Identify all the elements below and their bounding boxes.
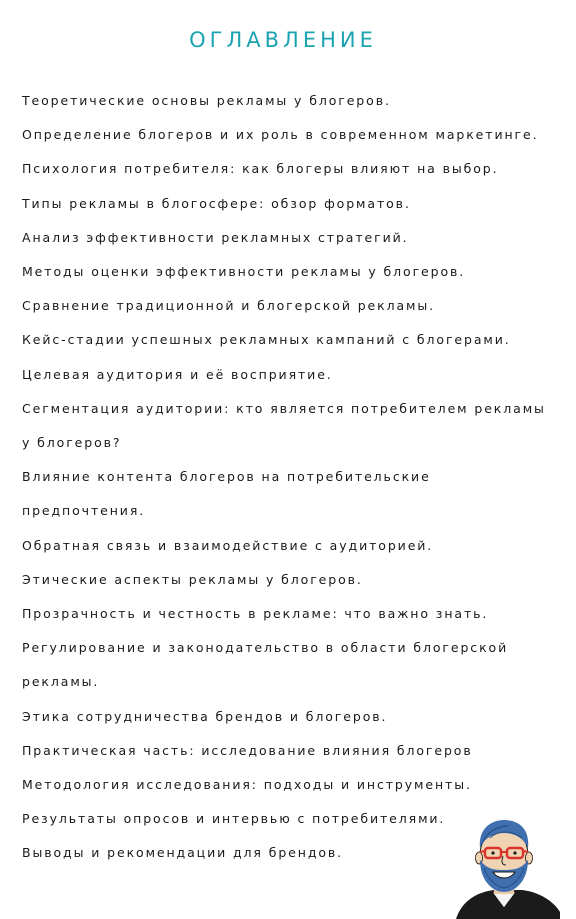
toc-line: Кейс-стадии успешных рекламных кампаний с блогерами. — [22, 332, 511, 348]
toc-line: Результаты опросов и интервью с потребителями. — [22, 811, 446, 827]
toc-line: Типы рекламы в блогосфере: обзор форматов. — [22, 195, 411, 211]
toc-line: Анализ эффективности рекламных стратегий. — [22, 229, 409, 245]
toc-line: Определение блогеров и их роль в современном маркетинге. — [22, 127, 539, 143]
toc-line: Практическая часть: исследование влияния блогеров — [22, 742, 473, 758]
toc-line: Методы оценки эффективности рекламы у блогеров. — [22, 264, 466, 280]
toc-line: рекламы. — [22, 674, 100, 690]
toc-line: у блогеров? — [22, 435, 122, 451]
toc-line: Выводы и рекомендации для брендов. — [22, 845, 344, 861]
bearded-man-illustration — [448, 808, 560, 919]
toc-line: Регулирование и законодательство в области блогерской — [22, 640, 509, 656]
toc-line: Этика сотрудничества брендов и блогеров. — [22, 708, 388, 724]
toc-line: Прозрачность и честность в рекламе: что важно знать. — [22, 606, 489, 622]
toc-line: Сегментация аудитории: кто является потребителем рекламы — [22, 400, 546, 416]
toc-line: Этические аспекты рекламы у блогеров. — [22, 571, 363, 587]
table-of-contents — [22, 84, 552, 871]
toc-line: Методология исследования: подходы и инструменты. — [22, 777, 472, 793]
toc-line: предпочтения. — [22, 503, 146, 519]
toc-line: Теоретические основы рекламы у блогеров. — [22, 93, 391, 108]
toc-line: Влияние контента блогеров на потребительские — [22, 469, 431, 485]
toc-line: Обратная связь и взаимодействие с аудиторией. — [22, 537, 434, 553]
toc-line: Сравнение традиционной и блогерской рекламы. — [22, 298, 436, 314]
toc-line: Целевая аудитория и её восприятие. — [22, 366, 333, 382]
toc-line: Психология потребителя: как блогеры влияют на выбор. — [22, 161, 499, 177]
page-title: ОГЛАВЛЕНИЕ — [189, 28, 377, 52]
